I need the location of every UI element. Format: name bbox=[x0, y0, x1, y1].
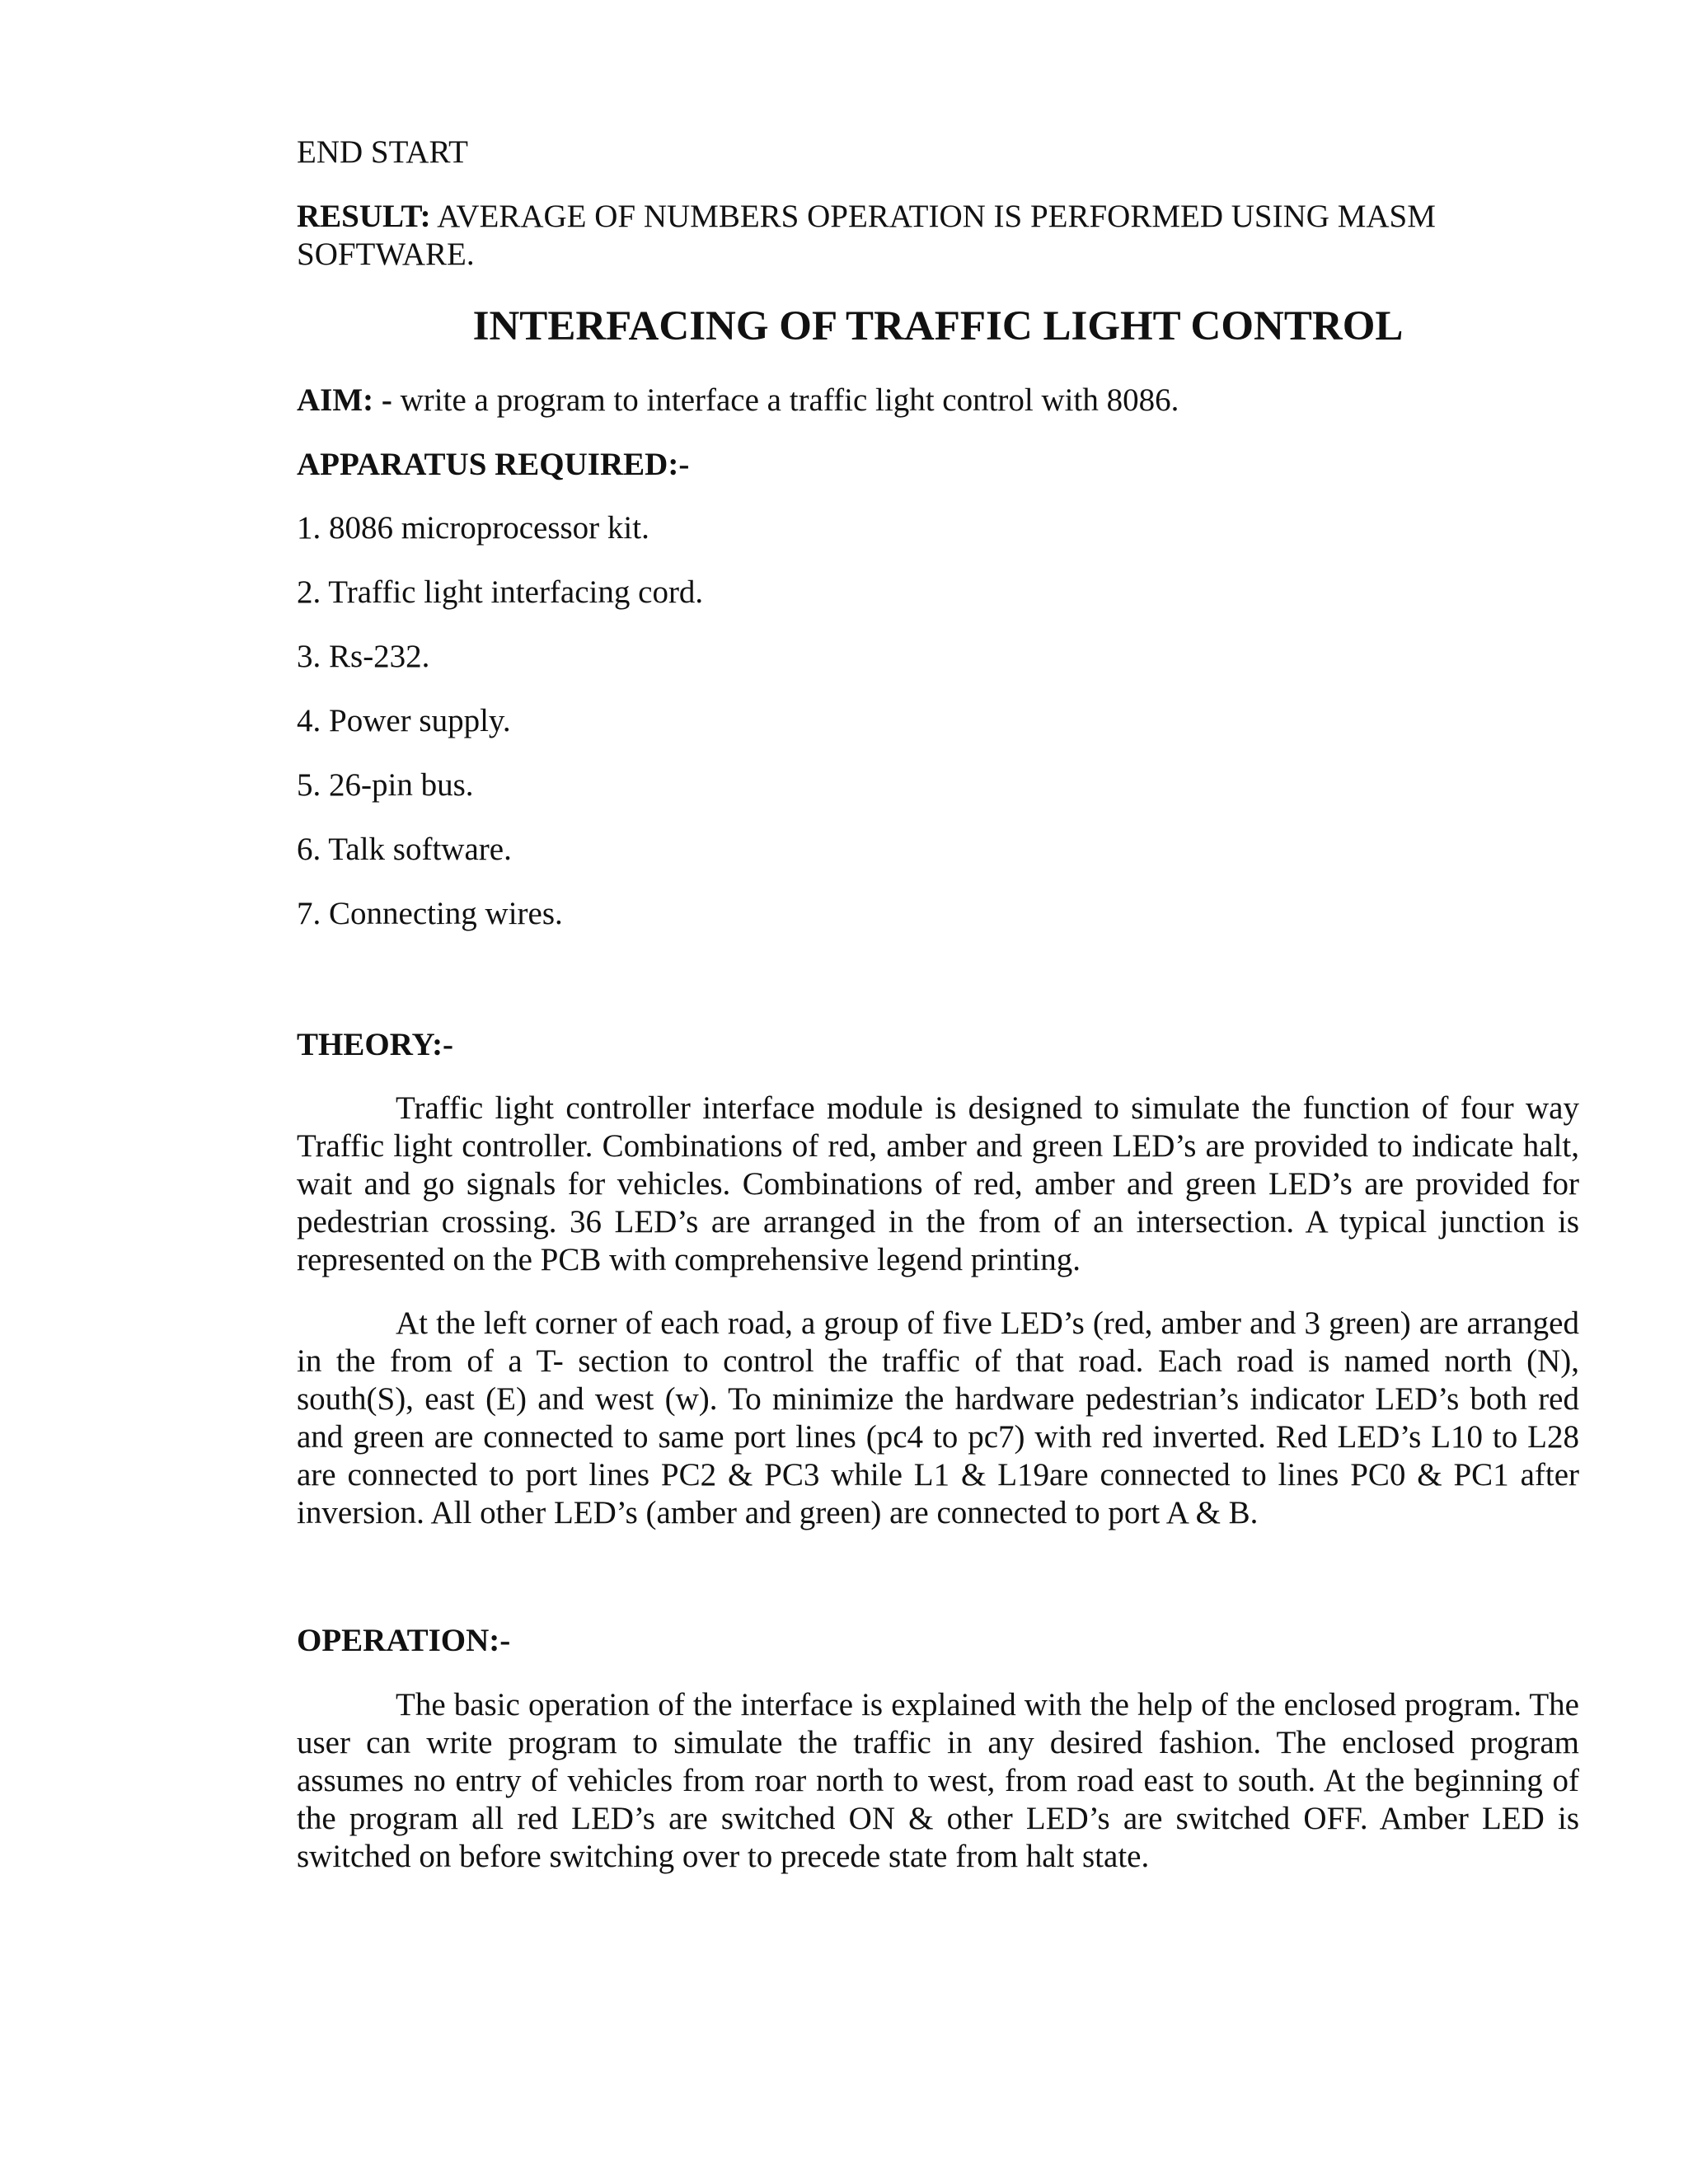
result-statement bbox=[297, 198, 1579, 274]
end-start-line: END START bbox=[297, 134, 468, 170]
theory-paragraph-1: Traffic light controller interface module is designed to simulate the function of four way Traffic light controller. Combinations of red, amber and green LED’s are provided to indicate halt, wait and go signals for vehicles. Combinations of red, amber and green LED’s are provided for pedestrian crossing. 36 LED’s are arranged in the from of an intersection. A typical junction is represented on the PCB with comprehensive legend printing. bbox=[297, 1090, 1579, 1277]
apparatus-heading: APPARATUS REQUIRED:- bbox=[297, 447, 690, 482]
apparatus-item: 2. Traffic light interfacing cord. bbox=[297, 574, 704, 610]
apparatus-item: 7. Connecting wires. bbox=[297, 896, 563, 931]
theory-paragraph-2: At the left corner of each road, a group of five LED’s (red, amber and 3 green) are arranged in the from of a T- section to control the traffic of that road. Each road is named north (N), south(S), east (E) and west (w). To minimize the hardware pedestrian’s indicator LED’s both red and green are connected to same port lines (pc4 to pc7) with red inverted. Red LED’s L10 to L28 are connected to port lines PC2 & PC3 while L1 & L19are connected to lines PC0 & PC1 after inversion. All other LED’s (amber and green) are connected to port A & B. bbox=[297, 1305, 1579, 1530]
apparatus-item: 6. Talk software. bbox=[297, 832, 512, 867]
aim-statement bbox=[297, 382, 1179, 419]
apparatus-item: 1. 8086 microprocessor kit. bbox=[297, 510, 649, 546]
apparatus-item: 5. 26-pin bus. bbox=[297, 767, 474, 803]
aim-label: AIM: - bbox=[297, 382, 392, 418]
result-text: AVERAGE OF NUMBERS OPERATION IS PERFORMED USING MASM SOFTWARE. bbox=[297, 199, 1436, 272]
result-label: RESULT: bbox=[297, 199, 431, 234]
page-title: INTERFACING OF TRAFFIC LIGHT CONTROL bbox=[472, 303, 1404, 349]
theory-heading: THEORY:- bbox=[297, 1027, 454, 1062]
operation-heading: OPERATION:- bbox=[297, 1623, 511, 1658]
aim-text: write a program to interface a traffic light control with 8086. bbox=[392, 382, 1179, 418]
operation-paragraph: The basic operation of the interface is explained with the help of the enclosed program. The user can write program to simulate the traffic in any desired fashion. The enclosed program assumes no entry of vehicles from roar north to west, from road east to south. At the beginning of the program all red LED’s are switched ON & other LED’s are switched OFF. Amber LED is switched on before switching over to precede state from halt state. bbox=[297, 1687, 1579, 1874]
apparatus-item: 4. Power supply. bbox=[297, 703, 511, 738]
apparatus-item: 3. Rs-232. bbox=[297, 639, 430, 674]
